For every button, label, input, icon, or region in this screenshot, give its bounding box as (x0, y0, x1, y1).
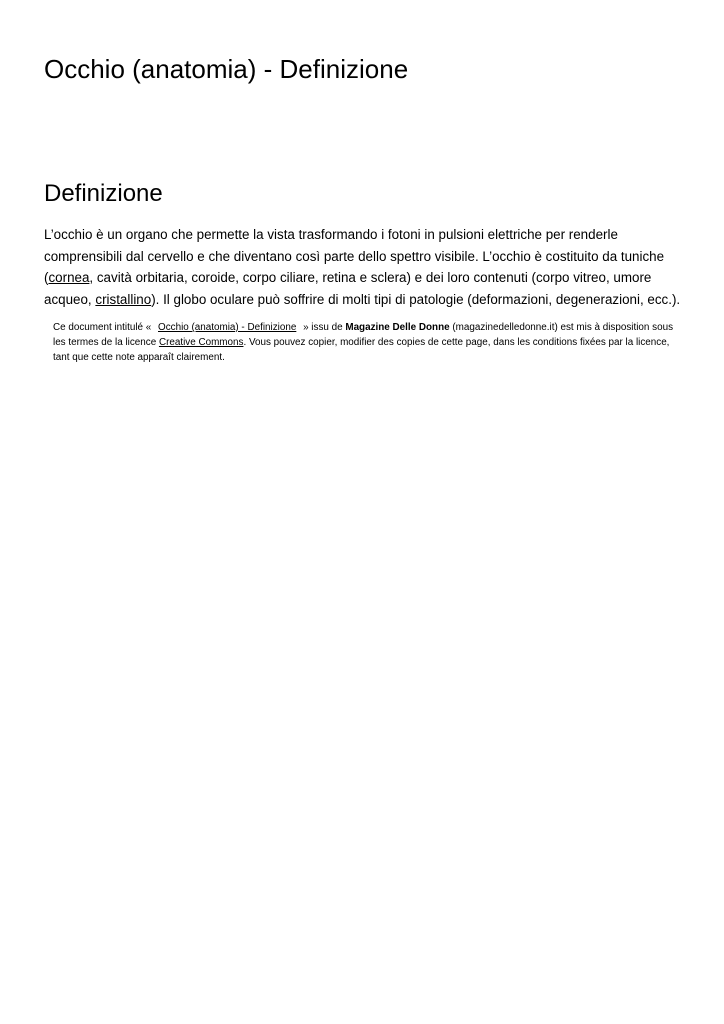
paragraph-text-3: ). Il globo oculare può soffrire di molti tipi di patologie (deformazioni, degenerazioni, ecc.). (151, 291, 681, 307)
license-text-1: Ce document intitulé « (53, 322, 155, 333)
site-name: Magazine Delle Donne (345, 322, 450, 333)
license-text-4: . Vous pouvez copier, modifier des copies de cette page, dans les conditions fixées par la licence, tant que cette note apparaît clairement. (53, 337, 670, 363)
page-title: Occhio (anatomia) - Definizione (44, 54, 409, 84)
paragraph-text-1: L’occhio è un organo che permette la vista trasformando i fotoni in pulsioni elettriche per renderle comprensibili dal cervello e che diventano così parte dello spettro visibile. L’occhio è costituito da tuniche ( (44, 227, 665, 285)
definition-paragraph (44, 224, 694, 310)
section-heading: Definizione (44, 180, 163, 207)
license-text-2: » issu de (300, 322, 346, 333)
document-title-link[interactable]: Occhio (anatomia) - Definizione (158, 322, 297, 333)
cornea-link[interactable]: cornea (48, 270, 90, 285)
license-notice (53, 320, 678, 365)
creative-commons-link[interactable]: Creative Commons (158, 337, 244, 348)
cristallino-link[interactable]: cristallino (95, 291, 152, 307)
paragraph-text-2: , cavità orbitaria, coroide, corpo ciliare, retina e sclera) e dei loro contenuti (corpo vitreo, umore acqueo, (44, 270, 652, 307)
license-text-3: (magazinedelledonne.it) est mis à disposition sous les termes de la licence (53, 322, 674, 348)
